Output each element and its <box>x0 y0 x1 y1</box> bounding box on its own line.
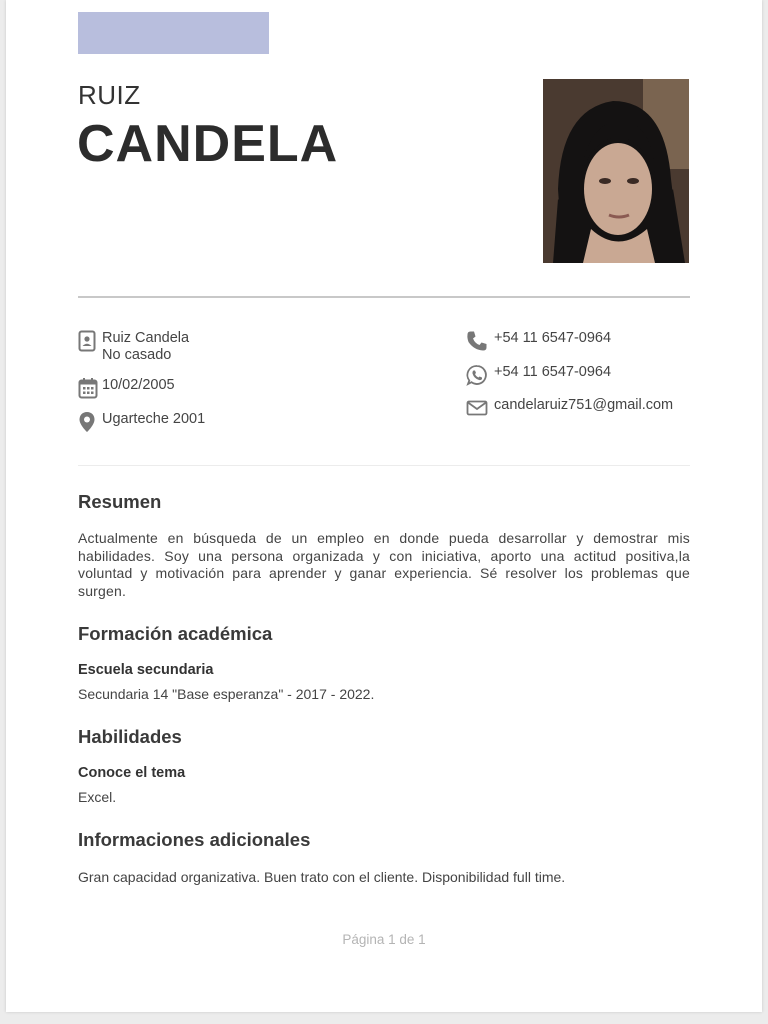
phone-icon <box>466 330 490 352</box>
adicionales-text: Gran capacidad organizativa. Buen trato con el cliente. Disponibilidad full time. <box>78 869 566 885</box>
habilidades-subtitle: Conoce el tema <box>78 765 186 781</box>
mail-icon <box>466 397 490 419</box>
section-title-formacion: Formación académica <box>78 623 273 644</box>
contact-address <box>78 411 205 433</box>
contact-email <box>466 397 690 419</box>
contact-birthdate <box>78 377 175 399</box>
surname: RUIZ <box>78 80 141 110</box>
formacion-text: Secundaria 14 "Base esperanza" - 2017 - 2022. <box>78 686 375 702</box>
formacion-subtitle: Escuela secundaria <box>78 662 214 678</box>
profile-photo <box>543 79 689 263</box>
contact-marital-status: No casado <box>102 347 172 363</box>
contact-address-text: Ugarteche 2001 <box>102 411 206 427</box>
contact-phone <box>466 330 611 352</box>
section-title-resumen: Resumen <box>78 491 162 512</box>
location-pin-icon <box>78 411 98 433</box>
whatsapp-icon <box>466 364 490 386</box>
contact-divider <box>78 465 690 466</box>
contact-whatsapp-text[interactable]: +54 11 6547-0964 <box>494 364 612 380</box>
first-name: CANDELA <box>77 115 339 173</box>
contact-full-name: Ruiz Candela <box>102 330 190 346</box>
habilidades-text: Excel. <box>78 789 117 805</box>
accent-bar <box>78 12 269 54</box>
header-divider <box>78 296 690 298</box>
resumen-text: Actualmente en búsqueda de un empleo en donde pueda desarrollar y demostrar mis habilidades. Soy una persona organizada y con iniciativa, aporto una actitud positiva,la voluntad y motivación para aprender y ganar experiencia. Sé resolver los problemas que surgen. <box>78 530 690 599</box>
contact-whatsapp <box>466 364 611 386</box>
section-title-adicionales: Informaciones adicionales <box>78 829 311 850</box>
contact-phone-text[interactable]: +54 11 6547-0964 <box>494 330 612 346</box>
contact-email-text[interactable]: candelaruiz751@gmail.com <box>494 397 674 413</box>
resume-page <box>6 0 762 1012</box>
contact-name-status <box>78 330 189 364</box>
page-number: Página 1 de 1 <box>342 932 426 947</box>
id-card-icon <box>78 330 98 352</box>
calendar-icon <box>78 377 98 399</box>
contact-birthdate-text: 10/02/2005 <box>102 377 175 393</box>
section-title-habilidades: Habilidades <box>78 726 182 747</box>
